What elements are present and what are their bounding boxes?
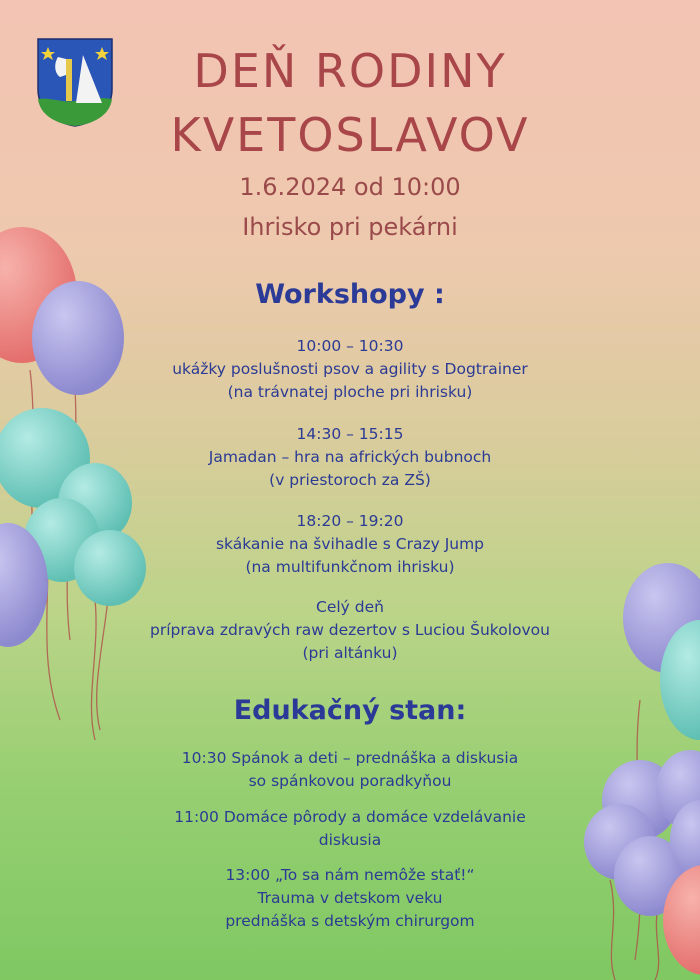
education-item	[90, 864, 610, 933]
balloon-icon	[623, 563, 700, 673]
workshop-item	[90, 423, 610, 492]
workshop-time: Celý deň	[316, 598, 384, 616]
workshop-name: skákanie na švihadle s Crazy Jump	[215, 535, 485, 553]
event-date: 1.6.2024 od 10:00	[239, 173, 461, 201]
workshop-item	[90, 335, 610, 404]
page-title-line1: DEŇ RODINY	[193, 44, 507, 98]
event-place: Ihrisko pri pekárni	[242, 213, 458, 241]
education-line: 10:30 Spánok a deti – prednáška a diskusia	[181, 749, 519, 767]
education-line: prednáška s detským chirurgom	[225, 912, 475, 930]
balloon-icon	[670, 800, 700, 880]
balloon-icon	[602, 760, 678, 840]
workshop-time: 18:20 – 19:20	[296, 512, 404, 530]
workshop-item	[90, 596, 610, 665]
education-item	[90, 806, 610, 852]
workshop-location: (na trávnatej ploche pri ihrisku)	[227, 383, 473, 401]
education-line: diskusia	[318, 831, 382, 849]
education-line: 11:00 Domáce pôrody a domáce vzdelávanie	[174, 808, 526, 826]
balloon-icon	[0, 523, 48, 647]
workshop-name: Jamadan – hra na afrických bubnoch	[208, 448, 492, 466]
municipal-coat-of-arms-icon	[36, 37, 114, 127]
education-line: Trauma v detskom veku	[257, 889, 443, 907]
workshop-item	[90, 510, 610, 579]
workshop-location: (pri altánku)	[302, 644, 398, 662]
education-item	[90, 747, 610, 793]
balloon-icon	[0, 408, 90, 508]
page-title-line2: KVETOSLAVOV	[170, 108, 530, 162]
workshop-location: (na multifunkčnom ihrisku)	[245, 558, 455, 576]
workshop-time: 10:00 – 10:30	[296, 337, 404, 355]
workshop-name: príprava zdravých raw dezertov s Luciou Šukolovou	[150, 621, 550, 639]
workshop-location: (v priestoroch za ZŠ)	[269, 471, 431, 489]
balloon-icon	[24, 498, 100, 582]
education-heading: Edukačný stan:	[233, 695, 467, 726]
balloon-icon	[656, 750, 700, 830]
workshops-heading: Workshopy :	[255, 279, 445, 310]
balloon-icon	[614, 836, 686, 916]
education-line: 13:00 „To sa nám nemôže stať!“	[225, 866, 475, 884]
workshop-time: 14:30 – 15:15	[296, 425, 404, 443]
education-line: so spánkovou poradkyňou	[248, 772, 452, 790]
balloon-icon	[663, 865, 700, 975]
balloon-icon	[660, 620, 700, 740]
workshop-name: ukážky poslušnosti psov a agility s Dogtrainer	[172, 360, 528, 378]
balloon-icon	[0, 227, 77, 363]
